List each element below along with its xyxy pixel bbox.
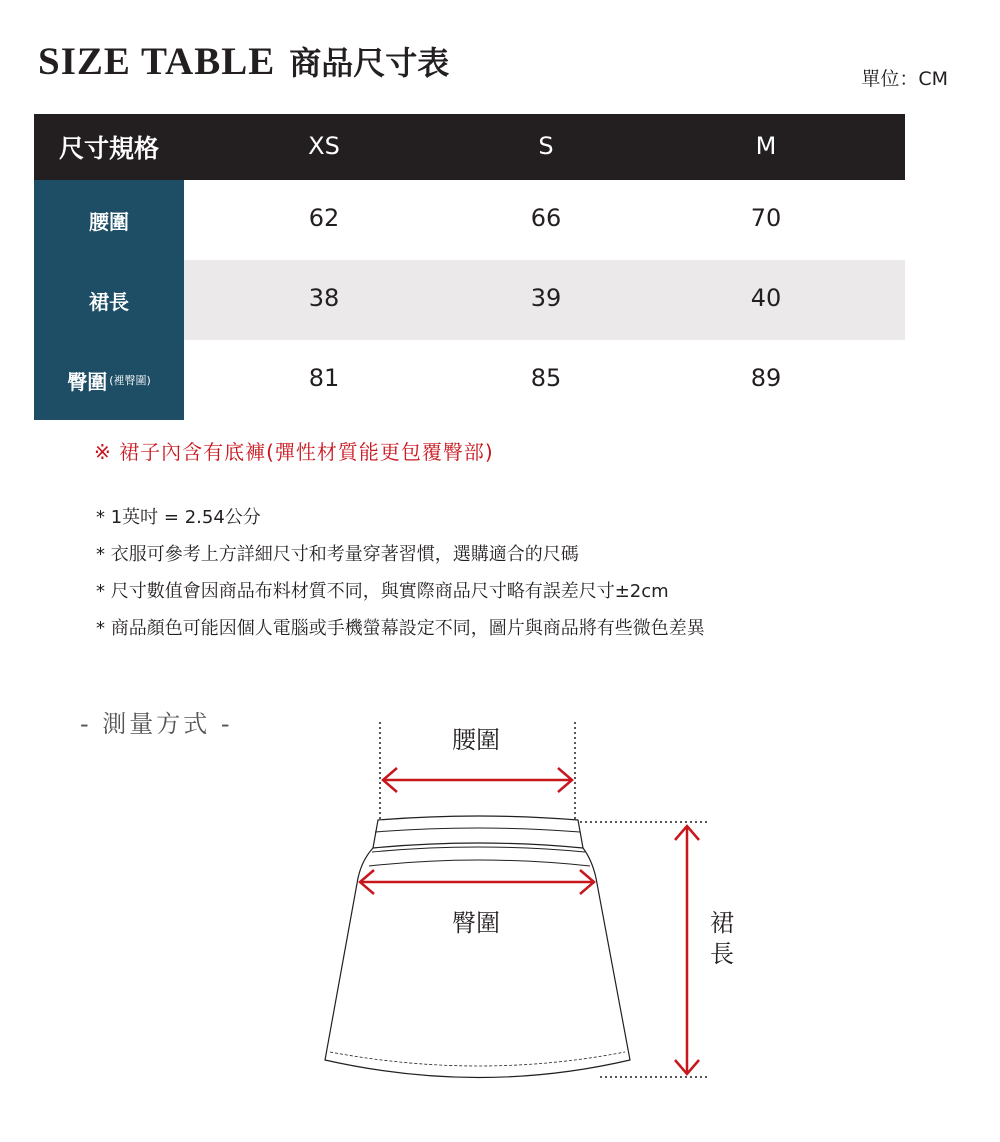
table-cell: 66 [530, 204, 562, 232]
row-label-text: 臀圍 [67, 369, 108, 394]
table-row-waist [34, 180, 905, 260]
table-cell: 40 [750, 284, 782, 312]
hip-label: 臀圍 [452, 909, 500, 937]
row-label-subtext: (裡臀圍) [109, 374, 151, 387]
corner-label: 尺寸規格 [58, 134, 159, 163]
skirt-drawing [0, 700, 1000, 1138]
waistband [373, 816, 583, 848]
length-label-2: 長 [710, 940, 734, 968]
size-table-header [34, 114, 905, 180]
row-label-length [34, 260, 184, 340]
table-row-length [34, 260, 905, 340]
size-header-xs: XS [308, 132, 340, 160]
measure-heading: - 測量方式 - [80, 710, 233, 738]
table-cell: 85 [530, 364, 562, 392]
row-label-text: 裙長 [89, 289, 129, 314]
unit-label: 單位：CM [861, 68, 948, 90]
table-cell: 62 [308, 204, 340, 232]
row-label-hip [34, 340, 184, 420]
waist-label: 腰圍 [452, 726, 500, 754]
table-cell: 89 [750, 364, 782, 392]
lining-note: ※ 裙子內含有底褲(彈性材質能更包覆臀部) [94, 440, 494, 464]
title-chinese: 商品尺寸表 [289, 44, 450, 82]
size-header-m: M [755, 132, 777, 160]
table-cell: 70 [750, 204, 782, 232]
row-label-waist [34, 180, 184, 260]
table-cell: 39 [530, 284, 562, 312]
list-item: * 尺寸數值會因商品布料材質不同，與實際商品尺寸略有誤差尺寸±2cm [96, 581, 669, 602]
list-item: * 衣服可參考上方詳細尺寸和考量穿著習慣，選購適合的尺碼 [96, 544, 579, 565]
table-row-hip [34, 340, 905, 420]
size-header-s: S [538, 132, 554, 160]
list-item: * 商品顏色可能因個人電腦或手機螢幕設定不同，圖片與商品將有些微色差異 [96, 618, 705, 639]
length-label-1: 裙 [710, 909, 734, 937]
notes-list [96, 505, 705, 653]
skirt-measure-diagram [0, 700, 1000, 1138]
page-title [38, 38, 449, 88]
table-cell: 81 [308, 364, 340, 392]
row-label-text: 腰圍 [89, 209, 129, 234]
title-english: SIZE TABLE [38, 40, 276, 83]
list-item: * 1英吋 = 2.54公分 [96, 507, 261, 528]
size-table [34, 114, 905, 420]
table-cell: 38 [308, 284, 340, 312]
